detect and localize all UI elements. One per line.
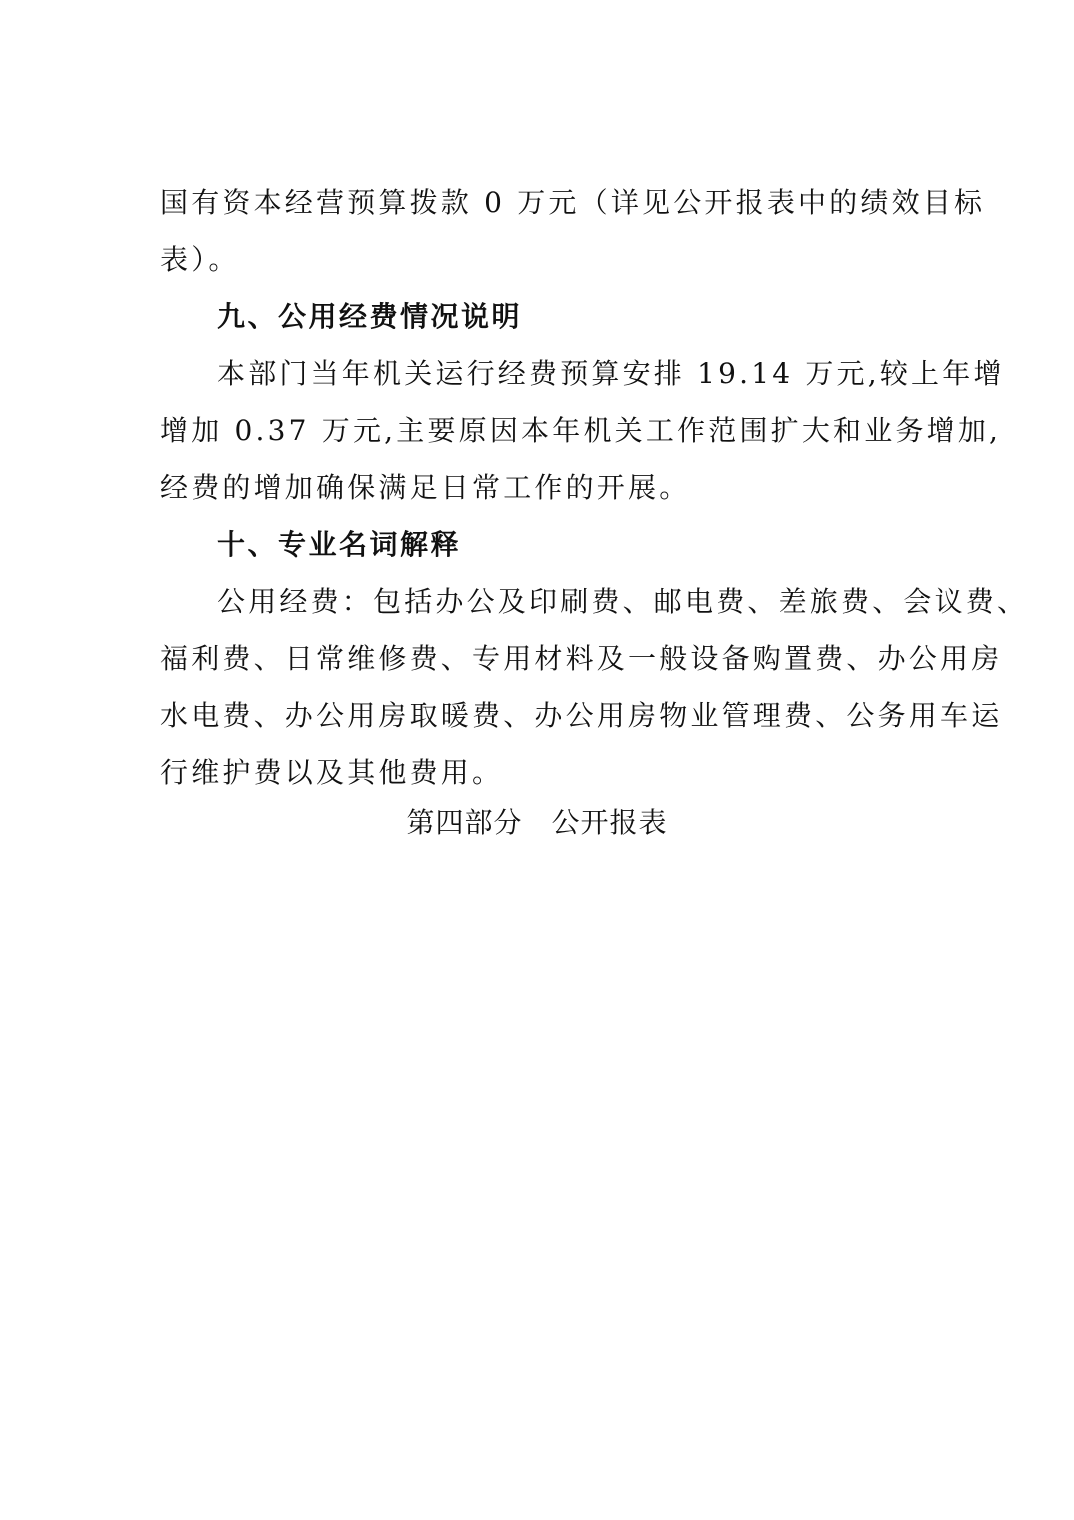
perf-paragraph-line-1: 国有资本经营预算拨款 0 万元（详见公开报表中的绩效目标: [160, 186, 986, 219]
section-10-heading: 十、专业名词解释: [217, 528, 462, 561]
section-10-line-3: 水电费、办公用房取暖费、办公用房物业管理费、公务用车运: [160, 699, 1003, 732]
section-9-line-1: 本部门当年机关运行经费预算安排 19.14 万元,较上年增: [217, 357, 1005, 390]
part-4-title: 第四部分 公开报表: [406, 806, 668, 839]
section-10-line-1: 公用经费：包括办公及印刷费、邮电费、差旅费、会议费、: [217, 585, 1029, 618]
section-10-line-2: 福利费、日常维修费、专用材料及一般设备购置费、办公用房: [160, 642, 1003, 675]
section-9-heading: 九、公用经费情况说明: [217, 300, 523, 333]
perf-paragraph-line-2: 表）。: [160, 243, 240, 276]
section-9-line-2: 增加 0.37 万元,主要原因本年机关工作范围扩大和业务增加,: [160, 414, 1002, 447]
section-9-line-3: 经费的增加确保满足日常工作的开展。: [160, 471, 691, 504]
section-10-line-4: 行维护费以及其他费用。: [160, 756, 504, 789]
